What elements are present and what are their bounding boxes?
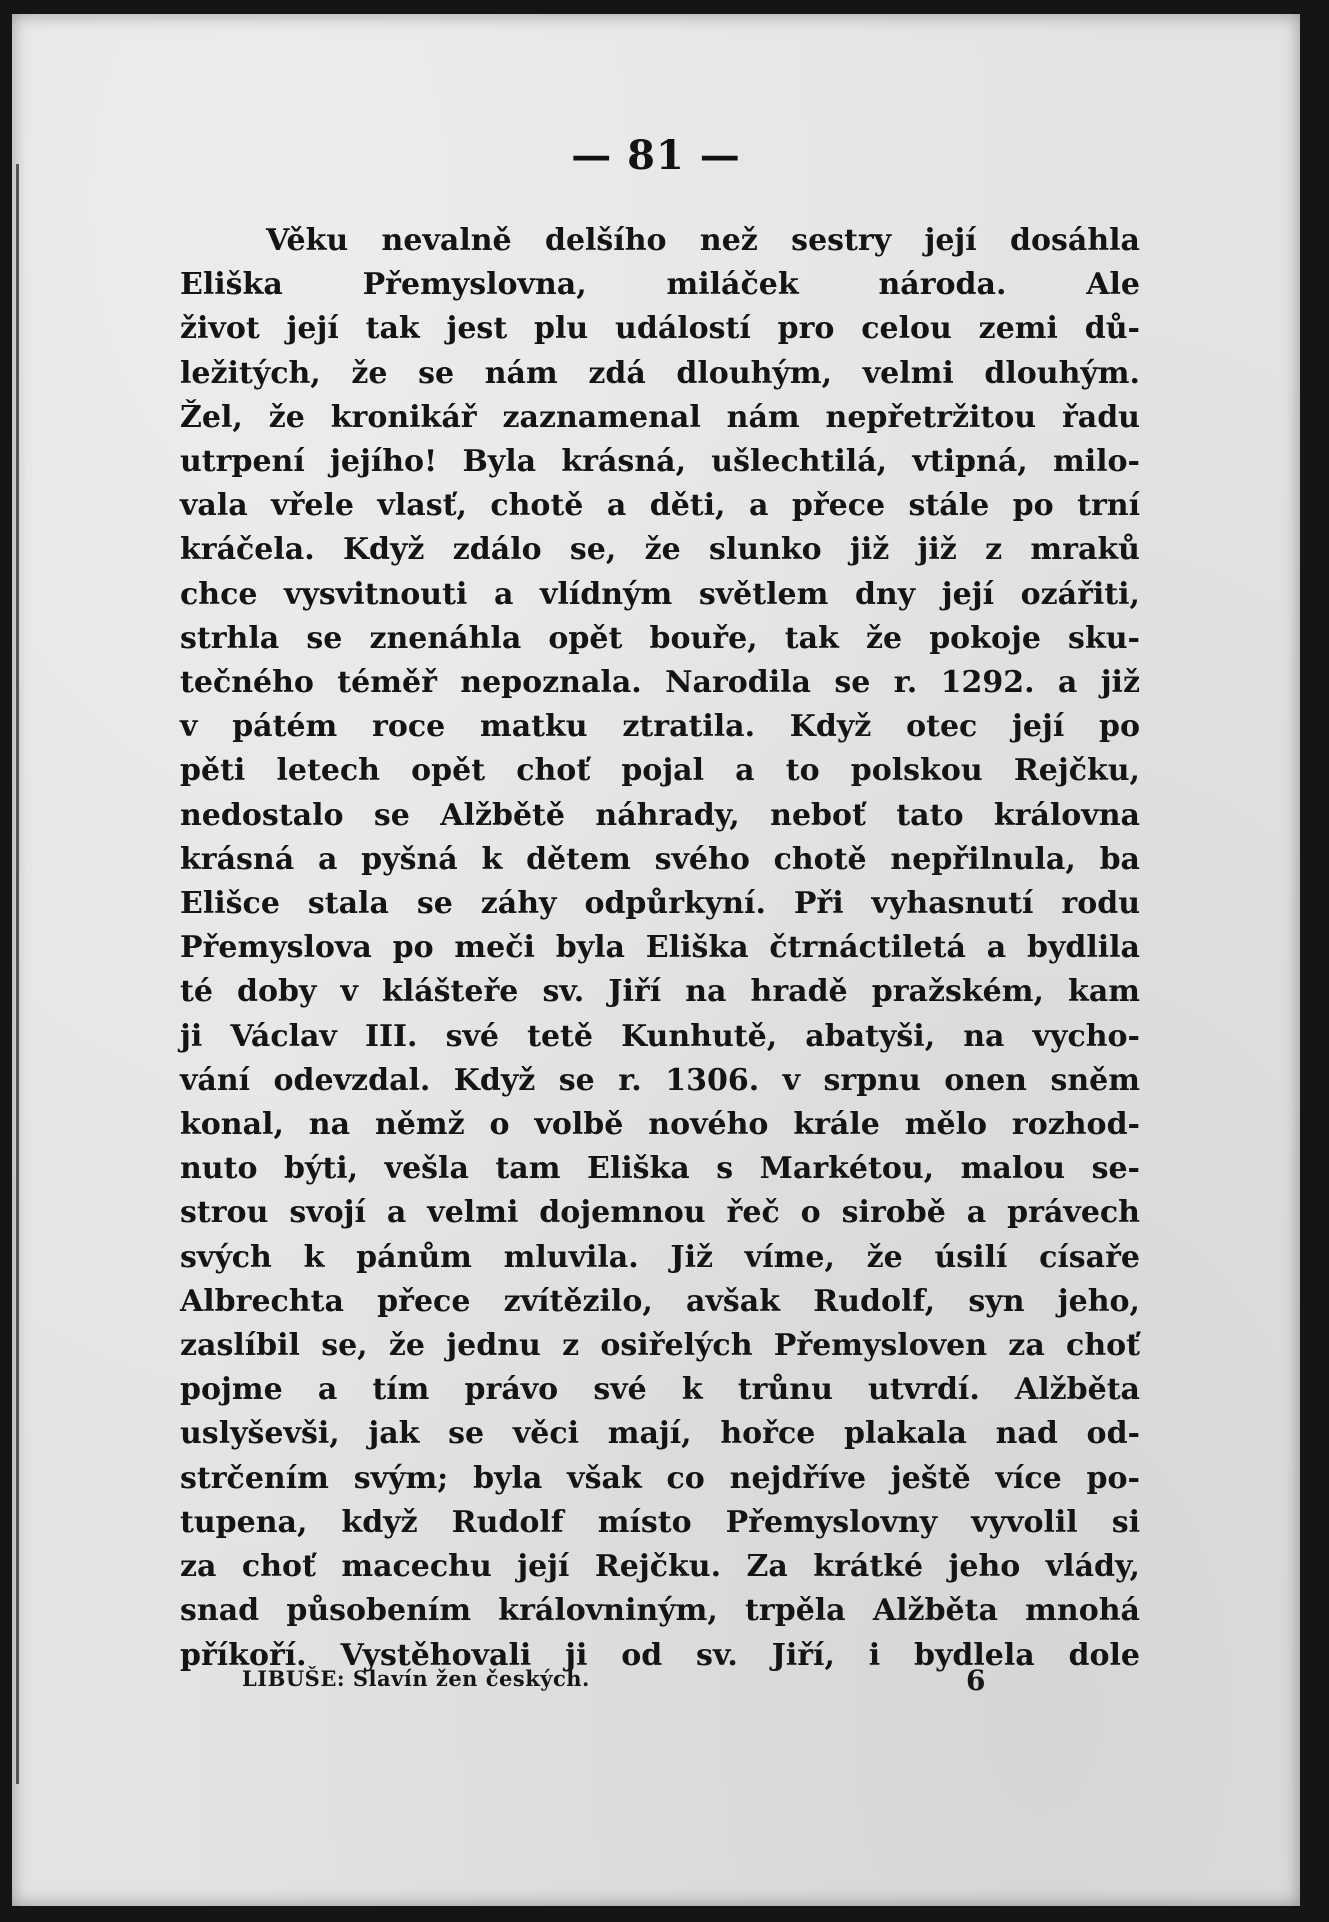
text-line: snad působením královniným, trpěla Alžběta mnohá (180, 1593, 1140, 1629)
text-line: pěti letech opět choť pojal a to polskou Rejčku, (180, 753, 1140, 789)
footer-signature: LIBUŠE: Slavín žen českých. (242, 1666, 590, 1691)
text-line: Albrechta přece zvítězilo, avšak Rudolf, syn jeho, (180, 1283, 1140, 1319)
text-line: pojme a tím právo své k trůnu utvrdí. Alžběta (180, 1372, 1140, 1408)
text-line: ji Václav III. své tetě Kunhutě, abatyši, na vycho- (180, 1018, 1140, 1054)
text-line: svých k pánům mluvila. Již víme, že úsilí císaře (180, 1239, 1140, 1275)
text-line: utrpení jejího! Byla krásná, ušlechtilá, vtipná, milo- (180, 444, 1140, 480)
text-line: Věku nevalně delšího než sestry její dosáhla (266, 223, 1140, 258)
text-line: příkoří. Vystěhovali ji od sv. Jiří, i bydlela dole (180, 1637, 1140, 1673)
text-line: nedostalo se Alžbětě náhrady, neboť tato královna (180, 797, 1140, 833)
text-line: strčením svým; byla však co nejdříve ještě více po- (180, 1460, 1140, 1496)
text-line: krásná a pyšná k dětem svého chotě nepřilnula, ba (180, 841, 1140, 877)
text-line: ležitých, že se nám zdá dlouhým, velmi dlouhým. (180, 355, 1140, 391)
text-line: tečného téměř nepoznala. Narodila se r. 1292. a již (180, 665, 1140, 701)
body-text (180, 219, 1140, 1678)
text-line: konal, na němž o volbě nového krále mělo rozhod- (180, 1107, 1140, 1143)
text-line: uslyševši, jak se věci mají, hořce plakala nad od- (180, 1416, 1140, 1452)
text-line: nuto býti, vešla tam Eliška s Markétou, malou se- (180, 1151, 1140, 1187)
text-line: zaslíbil se, že jednu z osiřelých Přemysloven za choť (180, 1328, 1140, 1364)
book-page (12, 14, 1300, 1906)
text-line: strou svojí a velmi dojemnou řeč o sirobě a právech (180, 1195, 1140, 1231)
text-line: Eliška Přemyslovna, miláček národa. Ale (180, 267, 1140, 303)
sheet-number: 6 (966, 1664, 986, 1697)
text-line: tupena, když Rudolf místo Přemyslovny vyvolil si (180, 1504, 1140, 1540)
text-line: za choť macechu její Rejčku. Za krátké jeho vlády, (180, 1549, 1140, 1585)
text-line: strhla se znenáhla opět bouře, tak že pokoje sku- (180, 620, 1140, 656)
text-line: té doby v klášteře sv. Jiří na hradě pražském, kam (180, 974, 1140, 1010)
text-line: život její tak jest plu událostí pro celou zemi dů- (180, 311, 1140, 347)
text-line: Elišce stala se záhy odpůrkyní. Při vyhasnutí rodu (180, 886, 1140, 922)
text-line: v pátém roce matku ztratila. Když otec její po (180, 709, 1140, 745)
page-number: — 81 — (571, 132, 741, 179)
text-line: Žel, že kronikář zaznamenal nám nepřetržitou řadu (180, 399, 1140, 435)
binding-gutter-shadow (16, 164, 27, 1784)
text-line: kráčela. Když zdálo se, že slunko již již z mraků (180, 532, 1140, 568)
text-line: vání odevzdal. Když se r. 1306. v srpnu onen sněm (180, 1062, 1140, 1098)
text-line: vala vřele vlasť, chotě a děti, a přece stále po trní (180, 488, 1140, 524)
text-line: Přemyslova po meči byla Eliška čtrnáctiletá a bydlila (180, 930, 1140, 966)
text-line: chce vysvitnouti a vlídným světlem dny její ozářiti, (180, 576, 1140, 612)
